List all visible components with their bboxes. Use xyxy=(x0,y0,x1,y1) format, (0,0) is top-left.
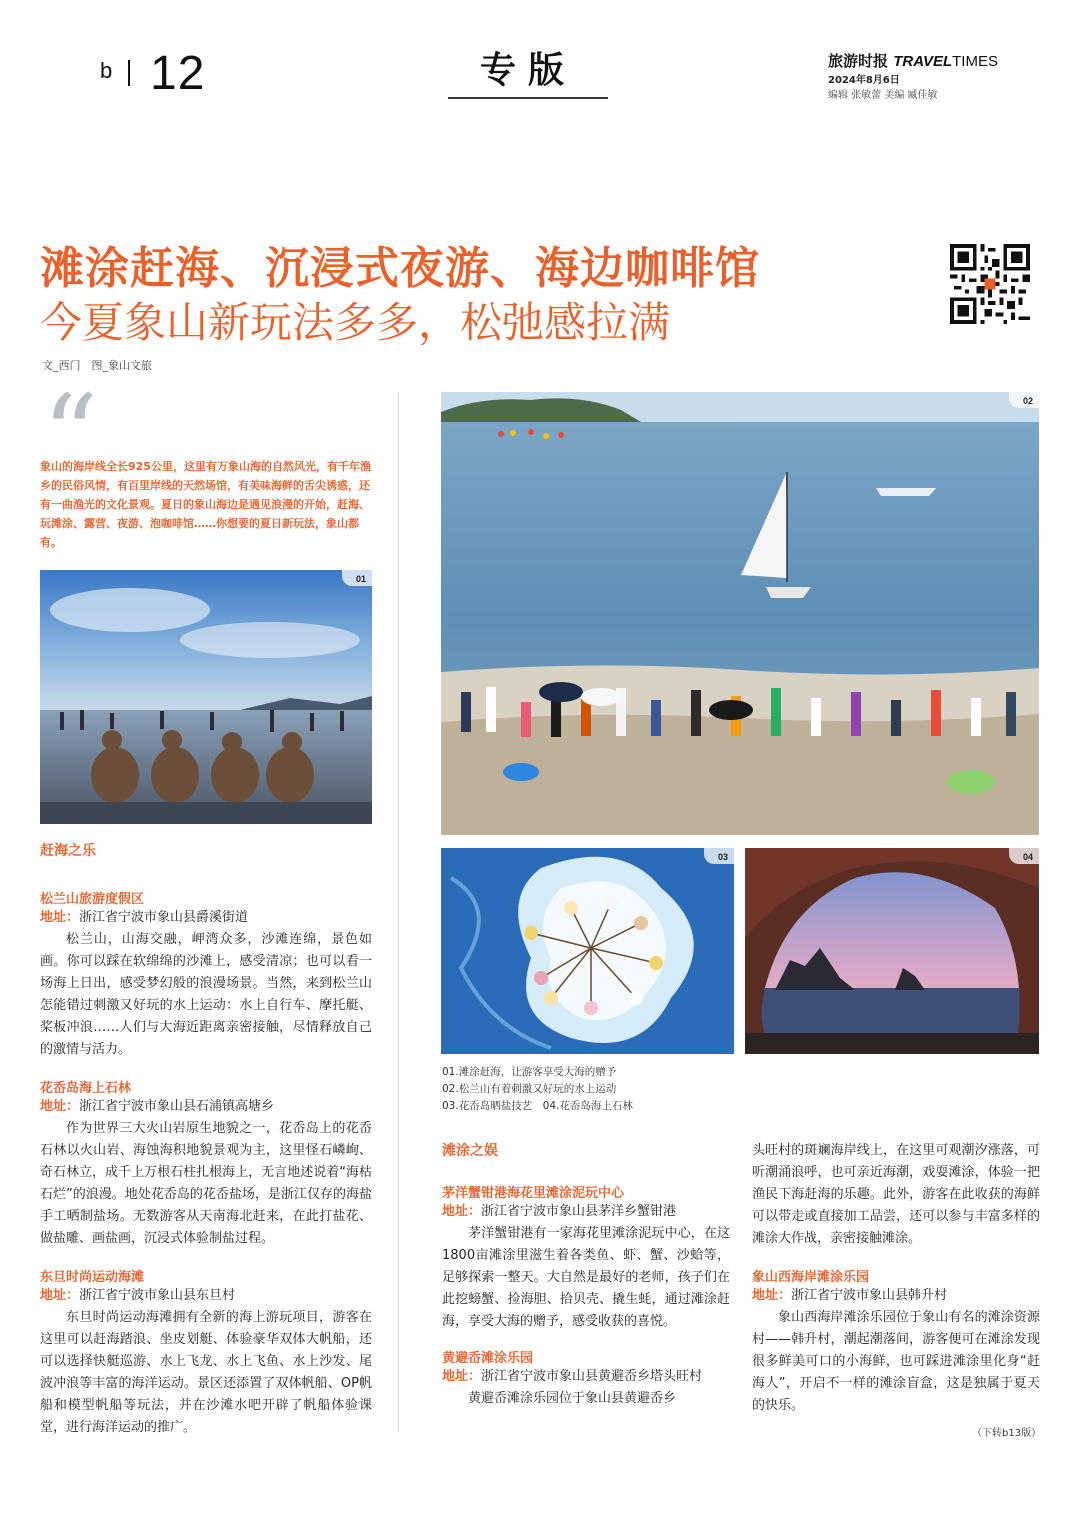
item-title: 东旦时尚运动海滩 xyxy=(40,1270,145,1285)
item-address xyxy=(40,907,372,929)
page-divider xyxy=(128,60,130,86)
page-number: 12 xyxy=(150,47,206,100)
photo-number: 01 xyxy=(355,574,366,584)
item-address xyxy=(40,1096,372,1118)
address-text: 浙江省宁波市象山县石浦镇高塘乡 xyxy=(79,1099,275,1114)
intro-paragraph: 象山的海岸线全长925公里，这里有万象山海的自然风光，有千年渔乡的民俗风情，有百里岸线的天然场馆，有美味海鲜的舌尖诱惑，还有一曲渔光的文化景观。夏日的象山海边是遇见浪漫的开始，赶海、玩滩涂、露营、夜游、泡咖啡馆……你想要的夏日新玩法，象山都有。 xyxy=(40,460,371,549)
item-body: 东旦时尚运动海滩拥有全新的海上游玩项目，游客在这里可以赶海踏浪、坐皮划艇、体验豪华双体大帆船，还可以选择快艇巡游、水上飞龙、水上飞鱼、水上沙发、尾波冲浪等丰富的海洋运动。景区还添置了双体帆船、OP帆船和模型帆船等玩法，并在沙滩水吧开辟了帆船体验课堂，进行海洋运动的推广。 xyxy=(40,1310,372,1435)
masthead-cn: 旅游时报 xyxy=(828,52,889,70)
item-address xyxy=(40,1285,372,1307)
address-label: 地址： xyxy=(442,1369,482,1384)
section-heading: 滩涂之娱 xyxy=(442,1143,498,1159)
caption-line: 02.松兰山有着刺激又好玩的水上运动 xyxy=(442,1083,617,1095)
subheadline: 今夏象山新玩法多多，松弛感拉满 xyxy=(40,298,671,347)
middle-column xyxy=(442,1140,730,1410)
address-label: 地址： xyxy=(40,1099,80,1114)
column-divider xyxy=(398,392,399,1432)
credits: 文_西门 图_象山文旅 xyxy=(42,359,152,372)
address-text: 浙江省宁波市象山县韩升村 xyxy=(791,1288,948,1303)
address-text: 浙江省宁波市象山县茅洋乡蟹钳港 xyxy=(481,1204,677,1219)
caption-line: 03.花岙岛晒盐技艺 04.花岙岛海上石林 xyxy=(442,1100,633,1112)
issue-date: 2024年8月6日 xyxy=(828,75,900,86)
section-underline xyxy=(448,97,608,99)
item-body: 作为世界三大火山岩原生地貌之一，花岙岛上的花岙石林以火山岩、海蚀海积地貌景观为主，这里怪石嶙峋、奇石林立，成千上万根石柱扎根海上，无言地述说着“海枯石烂”的浪漫。地处花岙岛的花岙盐场，是浙江仅存的海盐手工晒制盐场。无数游客从天南海北赶来，在此打盐花、做盐雕、画盐画，沉浸式体验制盐过程。 xyxy=(40,1121,372,1246)
quote-mark-icon: “ xyxy=(42,371,99,499)
masthead-travel: TRAVEL xyxy=(893,53,953,70)
item-title: 茅洋蟹钳港海花里滩涂泥玩中心 xyxy=(442,1186,625,1201)
item-title: 花岙岛海上石林 xyxy=(40,1081,132,1096)
address-text: 浙江省宁波市象山县东旦村 xyxy=(79,1288,236,1303)
item-body: 茅洋蟹钳港有一家海花里滩涂泥玩中心，在这1800亩滩涂里滋生着各类鱼、虾、蟹、沙蛤等，足够探索一整天。大自然是最好的老师，孩子们在此挖螃蟹、捡海胆、拾贝壳、撬生蚝，通过滩涂赶海，享受大海的赠予，感受收获的喜悦。 xyxy=(442,1226,730,1329)
item-body: 黄避岙滩涂乐园位于象山县黄避岙乡 xyxy=(468,1391,677,1406)
item-title: 象山西海岸滩涂乐园 xyxy=(752,1270,870,1285)
item-address xyxy=(442,1366,730,1388)
photo-number: 03 xyxy=(717,852,728,862)
photo-number: 04 xyxy=(1022,852,1033,862)
masthead-times: TIMES xyxy=(952,53,998,70)
address-text: 浙江省宁波市象山县黄避岙乡塔头旺村 xyxy=(481,1369,703,1384)
photo-beach-sailboat xyxy=(441,392,1039,835)
masthead xyxy=(828,50,998,71)
continued-note: （下转b13版） xyxy=(972,1428,1042,1439)
item-address xyxy=(752,1285,1040,1307)
qr-code[interactable] xyxy=(950,244,1030,324)
item-title: 松兰山旅游度假区 xyxy=(40,892,145,907)
left-column xyxy=(40,840,372,1439)
address-label: 地址： xyxy=(442,1204,482,1219)
section-heading: 赶海之乐 xyxy=(40,843,96,859)
page-letter: b xyxy=(100,58,113,83)
photo-number: 02 xyxy=(1022,396,1033,406)
photo-sea-cave xyxy=(745,848,1039,1054)
item-body: 象山西海岸滩涂乐园位于象山有名的滩涂资源村——韩升村，潮起潮落间，游客便可在滩涂发现很多鲜美可口的小海鲜，也可踩进滩涂里化身“赶海人”，开启不一样的滩涂盲盒，这是独属于夏天的快乐。 xyxy=(752,1310,1040,1413)
address-label: 地址： xyxy=(40,910,80,925)
photo-mudflat xyxy=(40,570,372,824)
item-address xyxy=(442,1201,730,1223)
photo-captions xyxy=(442,1064,742,1115)
headline: 滩涂赶海、沉浸式夜游、海边咖啡馆 xyxy=(40,243,760,294)
item-title: 黄避岙滩涂乐园 xyxy=(442,1351,534,1366)
caption-line: 01.滩涂赶海，让游客享受大海的赠予 xyxy=(442,1066,617,1078)
address-text: 浙江省宁波市象山县爵溪街道 xyxy=(79,910,249,925)
photo-salt-pans xyxy=(441,848,734,1054)
address-label: 地址： xyxy=(752,1288,792,1303)
editors: 编辑 张敏蕾 美编 臧佳敏 xyxy=(828,90,938,101)
section-title: 专版 xyxy=(479,49,576,91)
item-body: 松兰山，山海交融，岬湾众多，沙滩连绵，景色如画。你可以踩在软绵绵的沙滩上，感受清凉；也可以看一场海上日出，感受梦幻般的浪漫场景。当然，来到松兰山怎能错过刺激又好玩的水上运动：水上自行车、摩托艇、桨板冲浪……人们与大海近距离亲密接触，尽情释放自己的激情与活力。 xyxy=(40,932,372,1057)
continued-body: 头旺村的斑斓海岸线上，在这里可观潮汐涨落，可听潮涌浪呼，也可亲近海潮，戏耍滩涂，体验一把渔民下海赶海的乐趣。此外，游客在此收获的海鲜可以带走或直接加工品尝，还可以参与丰富多样的滩涂大作战，亲密接触滩涂。 xyxy=(752,1143,1040,1246)
right-column xyxy=(752,1140,1040,1417)
address-label: 地址： xyxy=(40,1288,80,1303)
